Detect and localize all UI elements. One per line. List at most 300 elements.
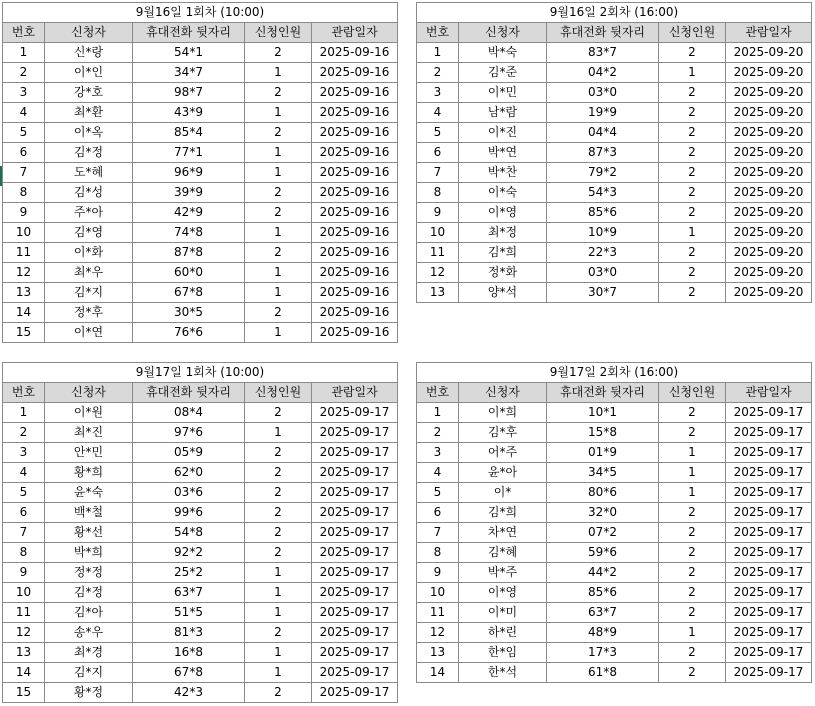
headcount-cell[interactable]: 2 — [659, 543, 726, 563]
applicant-cell[interactable]: 김*성 — [45, 183, 133, 203]
applicant-cell[interactable]: 이*진 — [459, 123, 547, 143]
phone-suffix-cell[interactable]: 30*5 — [133, 303, 245, 323]
phone-suffix-cell[interactable]: 85*6 — [547, 203, 659, 223]
date-cell[interactable]: 2025-09-16 — [312, 123, 398, 143]
number-cell[interactable]: 13 — [417, 283, 459, 303]
applicant-cell[interactable]: 황*희 — [45, 463, 133, 483]
headcount-cell[interactable]: 2 — [659, 83, 726, 103]
headcount-cell[interactable]: 2 — [245, 183, 312, 203]
number-cell[interactable]: 7 — [417, 163, 459, 183]
headcount-cell[interactable]: 2 — [245, 463, 312, 483]
headcount-cell[interactable]: 2 — [245, 83, 312, 103]
headcount-cell[interactable]: 2 — [245, 123, 312, 143]
date-cell[interactable]: 2025-09-16 — [312, 143, 398, 163]
headcount-cell[interactable]: 2 — [659, 143, 726, 163]
applicant-cell[interactable]: 이*영 — [459, 583, 547, 603]
number-cell[interactable]: 2 — [3, 423, 45, 443]
headcount-cell[interactable]: 2 — [659, 643, 726, 663]
session-title[interactable]: 9월17일 2회차 (16:00) — [417, 363, 812, 383]
date-cell[interactable]: 2025-09-17 — [312, 683, 398, 703]
headcount-cell[interactable]: 1 — [245, 103, 312, 123]
applicant-cell[interactable]: 황*정 — [45, 683, 133, 703]
headcount-cell[interactable]: 1 — [245, 603, 312, 623]
applicant-cell[interactable]: 김*희 — [459, 503, 547, 523]
headcount-cell[interactable]: 2 — [659, 183, 726, 203]
number-cell[interactable]: 14 — [3, 303, 45, 323]
date-cell[interactable]: 2025-09-20 — [726, 163, 812, 183]
headcount-cell[interactable]: 2 — [245, 443, 312, 463]
applicant-cell[interactable]: 차*연 — [459, 523, 547, 543]
headcount-cell[interactable]: 2 — [659, 563, 726, 583]
phone-suffix-cell[interactable]: 98*7 — [133, 83, 245, 103]
date-cell[interactable]: 2025-09-17 — [726, 643, 812, 663]
header-number[interactable]: 번호 — [417, 23, 459, 43]
phone-suffix-cell[interactable]: 97*6 — [133, 423, 245, 443]
date-cell[interactable]: 2025-09-17 — [726, 443, 812, 463]
headcount-cell[interactable]: 2 — [659, 123, 726, 143]
applicant-cell[interactable]: 최*환 — [45, 103, 133, 123]
date-cell[interactable]: 2025-09-17 — [312, 443, 398, 463]
headcount-cell[interactable]: 1 — [659, 483, 726, 503]
header-applicant[interactable]: 신청자 — [459, 383, 547, 403]
session-title[interactable]: 9월16일 2회차 (16:00) — [417, 3, 812, 23]
number-cell[interactable]: 14 — [417, 663, 459, 683]
date-cell[interactable]: 2025-09-16 — [312, 283, 398, 303]
date-cell[interactable]: 2025-09-17 — [726, 543, 812, 563]
phone-suffix-cell[interactable]: 04*2 — [547, 63, 659, 83]
headcount-cell[interactable]: 2 — [245, 503, 312, 523]
phone-suffix-cell[interactable]: 48*9 — [547, 623, 659, 643]
number-cell[interactable]: 4 — [417, 463, 459, 483]
phone-suffix-cell[interactable]: 05*9 — [133, 443, 245, 463]
phone-suffix-cell[interactable]: 17*3 — [547, 643, 659, 663]
headcount-cell[interactable]: 1 — [659, 63, 726, 83]
date-cell[interactable]: 2025-09-17 — [312, 503, 398, 523]
applicant-cell[interactable]: 최*진 — [45, 423, 133, 443]
number-cell[interactable]: 15 — [3, 323, 45, 343]
phone-suffix-cell[interactable]: 92*2 — [133, 543, 245, 563]
phone-suffix-cell[interactable]: 03*0 — [547, 263, 659, 283]
date-cell[interactable]: 2025-09-17 — [726, 463, 812, 483]
date-cell[interactable]: 2025-09-17 — [312, 403, 398, 423]
number-cell[interactable]: 9 — [3, 203, 45, 223]
number-cell[interactable]: 3 — [3, 443, 45, 463]
number-cell[interactable]: 10 — [417, 223, 459, 243]
headcount-cell[interactable]: 2 — [245, 243, 312, 263]
date-cell[interactable]: 2025-09-20 — [726, 143, 812, 163]
number-cell[interactable]: 11 — [3, 243, 45, 263]
date-cell[interactable]: 2025-09-17 — [312, 423, 398, 443]
applicant-cell[interactable]: 이*화 — [45, 243, 133, 263]
date-cell[interactable]: 2025-09-16 — [312, 43, 398, 63]
applicant-cell[interactable]: 김*후 — [459, 423, 547, 443]
date-cell[interactable]: 2025-09-17 — [312, 463, 398, 483]
date-cell[interactable]: 2025-09-17 — [312, 543, 398, 563]
applicant-cell[interactable]: 김*아 — [45, 603, 133, 623]
phone-suffix-cell[interactable]: 85*6 — [547, 583, 659, 603]
phone-suffix-cell[interactable]: 59*6 — [547, 543, 659, 563]
phone-suffix-cell[interactable]: 87*3 — [547, 143, 659, 163]
headcount-cell[interactable]: 1 — [245, 263, 312, 283]
phone-suffix-cell[interactable]: 63*7 — [547, 603, 659, 623]
header-phone-suffix[interactable]: 휴대전화 뒷자리 — [547, 383, 659, 403]
header-headcount[interactable]: 신청인원 — [659, 23, 726, 43]
applicant-cell[interactable]: 도*혜 — [45, 163, 133, 183]
number-cell[interactable]: 6 — [417, 143, 459, 163]
date-cell[interactable]: 2025-09-16 — [312, 303, 398, 323]
number-cell[interactable]: 12 — [417, 263, 459, 283]
phone-suffix-cell[interactable]: 67*8 — [133, 663, 245, 683]
applicant-cell[interactable]: 김*희 — [459, 243, 547, 263]
headcount-cell[interactable]: 1 — [245, 223, 312, 243]
date-cell[interactable]: 2025-09-16 — [312, 203, 398, 223]
applicant-cell[interactable]: 김*정 — [45, 143, 133, 163]
phone-suffix-cell[interactable]: 54*1 — [133, 43, 245, 63]
number-cell[interactable]: 3 — [3, 83, 45, 103]
applicant-cell[interactable]: 김*정 — [45, 583, 133, 603]
number-cell[interactable]: 3 — [417, 443, 459, 463]
applicant-cell[interactable]: 이*미 — [459, 603, 547, 623]
date-cell[interactable]: 2025-09-20 — [726, 123, 812, 143]
date-cell[interactable]: 2025-09-16 — [312, 243, 398, 263]
applicant-cell[interactable]: 이* — [459, 483, 547, 503]
header-number[interactable]: 번호 — [3, 23, 45, 43]
headcount-cell[interactable]: 2 — [659, 163, 726, 183]
headcount-cell[interactable]: 1 — [245, 63, 312, 83]
applicant-cell[interactable]: 이*숙 — [459, 183, 547, 203]
number-cell[interactable]: 6 — [3, 503, 45, 523]
number-cell[interactable]: 9 — [417, 203, 459, 223]
number-cell[interactable]: 12 — [3, 263, 45, 283]
headcount-cell[interactable]: 2 — [245, 403, 312, 423]
date-cell[interactable]: 2025-09-17 — [726, 563, 812, 583]
phone-suffix-cell[interactable]: 63*7 — [133, 583, 245, 603]
date-cell[interactable]: 2025-09-20 — [726, 223, 812, 243]
number-cell[interactable]: 12 — [417, 623, 459, 643]
applicant-cell[interactable]: 박*주 — [459, 563, 547, 583]
number-cell[interactable]: 1 — [3, 43, 45, 63]
applicant-cell[interactable]: 정*후 — [45, 303, 133, 323]
headcount-cell[interactable]: 1 — [245, 423, 312, 443]
number-cell[interactable]: 7 — [417, 523, 459, 543]
applicant-cell[interactable]: 윤*아 — [459, 463, 547, 483]
headcount-cell[interactable]: 2 — [659, 263, 726, 283]
number-cell[interactable]: 1 — [3, 403, 45, 423]
phone-suffix-cell[interactable]: 19*9 — [547, 103, 659, 123]
phone-suffix-cell[interactable]: 51*5 — [133, 603, 245, 623]
applicant-cell[interactable]: 한*석 — [459, 663, 547, 683]
date-cell[interactable]: 2025-09-17 — [726, 483, 812, 503]
applicant-cell[interactable]: 최*경 — [45, 643, 133, 663]
session-title[interactable]: 9월17일 1회차 (10:00) — [3, 363, 398, 383]
headcount-cell[interactable]: 1 — [659, 623, 726, 643]
headcount-cell[interactable]: 1 — [245, 283, 312, 303]
phone-suffix-cell[interactable]: 81*3 — [133, 623, 245, 643]
header-number[interactable]: 번호 — [3, 383, 45, 403]
phone-suffix-cell[interactable]: 22*3 — [547, 243, 659, 263]
phone-suffix-cell[interactable]: 80*6 — [547, 483, 659, 503]
applicant-cell[interactable]: 이*영 — [459, 203, 547, 223]
date-cell[interactable]: 2025-09-17 — [726, 663, 812, 683]
header-phone-suffix[interactable]: 휴대전화 뒷자리 — [133, 23, 245, 43]
phone-suffix-cell[interactable]: 03*0 — [547, 83, 659, 103]
date-cell[interactable]: 2025-09-17 — [726, 603, 812, 623]
date-cell[interactable]: 2025-09-17 — [726, 503, 812, 523]
headcount-cell[interactable]: 1 — [245, 143, 312, 163]
number-cell[interactable]: 9 — [417, 563, 459, 583]
applicant-cell[interactable]: 김*지 — [45, 283, 133, 303]
headcount-cell[interactable]: 2 — [245, 43, 312, 63]
date-cell[interactable]: 2025-09-20 — [726, 83, 812, 103]
number-cell[interactable]: 11 — [417, 603, 459, 623]
date-cell[interactable]: 2025-09-16 — [312, 223, 398, 243]
header-applicant[interactable]: 신청자 — [459, 23, 547, 43]
header-date[interactable]: 관람일자 — [726, 383, 812, 403]
phone-suffix-cell[interactable]: 10*1 — [547, 403, 659, 423]
date-cell[interactable]: 2025-09-20 — [726, 183, 812, 203]
date-cell[interactable]: 2025-09-17 — [726, 403, 812, 423]
phone-suffix-cell[interactable]: 08*4 — [133, 403, 245, 423]
headcount-cell[interactable]: 2 — [659, 103, 726, 123]
date-cell[interactable]: 2025-09-17 — [312, 643, 398, 663]
phone-suffix-cell[interactable]: 87*8 — [133, 243, 245, 263]
applicant-cell[interactable]: 박*찬 — [459, 163, 547, 183]
headcount-cell[interactable]: 1 — [659, 223, 726, 243]
number-cell[interactable]: 11 — [417, 243, 459, 263]
number-cell[interactable]: 13 — [417, 643, 459, 663]
phone-suffix-cell[interactable]: 77*1 — [133, 143, 245, 163]
applicant-cell[interactable]: 이*연 — [45, 323, 133, 343]
phone-suffix-cell[interactable]: 44*2 — [547, 563, 659, 583]
phone-suffix-cell[interactable]: 16*8 — [133, 643, 245, 663]
headcount-cell[interactable]: 2 — [659, 43, 726, 63]
applicant-cell[interactable]: 이*희 — [459, 403, 547, 423]
headcount-cell[interactable]: 2 — [659, 503, 726, 523]
number-cell[interactable]: 11 — [3, 603, 45, 623]
number-cell[interactable]: 6 — [417, 503, 459, 523]
header-phone-suffix[interactable]: 휴대전화 뒷자리 — [547, 23, 659, 43]
number-cell[interactable]: 2 — [417, 423, 459, 443]
number-cell[interactable]: 9 — [3, 563, 45, 583]
header-headcount[interactable]: 신청인원 — [659, 383, 726, 403]
number-cell[interactable]: 8 — [3, 543, 45, 563]
applicant-cell[interactable]: 최*정 — [459, 223, 547, 243]
applicant-cell[interactable]: 박*희 — [45, 543, 133, 563]
header-applicant[interactable]: 신청자 — [45, 23, 133, 43]
date-cell[interactable]: 2025-09-17 — [312, 483, 398, 503]
applicant-cell[interactable]: 양*석 — [459, 283, 547, 303]
number-cell[interactable]: 2 — [3, 63, 45, 83]
applicant-cell[interactable]: 신*랑 — [45, 43, 133, 63]
date-cell[interactable]: 2025-09-20 — [726, 283, 812, 303]
phone-suffix-cell[interactable]: 34*5 — [547, 463, 659, 483]
headcount-cell[interactable]: 2 — [245, 303, 312, 323]
header-number[interactable]: 번호 — [417, 383, 459, 403]
header-phone-suffix[interactable]: 휴대전화 뒷자리 — [133, 383, 245, 403]
applicant-cell[interactable]: 주*아 — [45, 203, 133, 223]
date-cell[interactable]: 2025-09-17 — [726, 423, 812, 443]
applicant-cell[interactable]: 하*린 — [459, 623, 547, 643]
phone-suffix-cell[interactable]: 85*4 — [133, 123, 245, 143]
headcount-cell[interactable]: 1 — [245, 643, 312, 663]
phone-suffix-cell[interactable]: 10*9 — [547, 223, 659, 243]
applicant-cell[interactable]: 이*민 — [459, 83, 547, 103]
date-cell[interactable]: 2025-09-17 — [726, 523, 812, 543]
applicant-cell[interactable]: 이*원 — [45, 403, 133, 423]
applicant-cell[interactable]: 강*호 — [45, 83, 133, 103]
header-headcount[interactable]: 신청인원 — [245, 23, 312, 43]
header-headcount[interactable]: 신청인원 — [245, 383, 312, 403]
number-cell[interactable]: 8 — [417, 183, 459, 203]
phone-suffix-cell[interactable]: 07*2 — [547, 523, 659, 543]
date-cell[interactable]: 2025-09-16 — [312, 263, 398, 283]
phone-suffix-cell[interactable]: 01*9 — [547, 443, 659, 463]
applicant-cell[interactable]: 정*정 — [45, 563, 133, 583]
number-cell[interactable]: 5 — [417, 483, 459, 503]
number-cell[interactable]: 10 — [3, 583, 45, 603]
headcount-cell[interactable]: 2 — [245, 543, 312, 563]
number-cell[interactable]: 4 — [417, 103, 459, 123]
date-cell[interactable]: 2025-09-17 — [312, 663, 398, 683]
date-cell[interactable]: 2025-09-16 — [312, 183, 398, 203]
phone-suffix-cell[interactable]: 67*8 — [133, 283, 245, 303]
number-cell[interactable]: 10 — [3, 223, 45, 243]
date-cell[interactable]: 2025-09-17 — [312, 583, 398, 603]
headcount-cell[interactable]: 1 — [659, 463, 726, 483]
date-cell[interactable]: 2025-09-17 — [312, 563, 398, 583]
applicant-cell[interactable]: 남*람 — [459, 103, 547, 123]
applicant-cell[interactable]: 황*선 — [45, 523, 133, 543]
phone-suffix-cell[interactable]: 74*8 — [133, 223, 245, 243]
date-cell[interactable]: 2025-09-16 — [312, 323, 398, 343]
phone-suffix-cell[interactable]: 99*6 — [133, 503, 245, 523]
headcount-cell[interactable]: 2 — [245, 623, 312, 643]
number-cell[interactable]: 10 — [417, 583, 459, 603]
applicant-cell[interactable]: 이*옥 — [45, 123, 133, 143]
header-applicant[interactable]: 신청자 — [45, 383, 133, 403]
session-title[interactable]: 9월16일 1회차 (10:00) — [3, 3, 398, 23]
number-cell[interactable]: 5 — [3, 483, 45, 503]
phone-suffix-cell[interactable]: 34*7 — [133, 63, 245, 83]
phone-suffix-cell[interactable]: 30*7 — [547, 283, 659, 303]
applicant-cell[interactable]: 한*임 — [459, 643, 547, 663]
headcount-cell[interactable]: 2 — [245, 523, 312, 543]
number-cell[interactable]: 3 — [417, 83, 459, 103]
date-cell[interactable]: 2025-09-16 — [312, 103, 398, 123]
applicant-cell[interactable]: 정*화 — [459, 263, 547, 283]
date-cell[interactable]: 2025-09-16 — [312, 63, 398, 83]
applicant-cell[interactable]: 김*지 — [45, 663, 133, 683]
number-cell[interactable]: 2 — [417, 63, 459, 83]
headcount-cell[interactable]: 1 — [659, 443, 726, 463]
header-date[interactable]: 관람일자 — [312, 383, 398, 403]
headcount-cell[interactable]: 2 — [659, 663, 726, 683]
headcount-cell[interactable]: 2 — [659, 403, 726, 423]
number-cell[interactable]: 4 — [3, 463, 45, 483]
applicant-cell[interactable]: 윤*숙 — [45, 483, 133, 503]
number-cell[interactable]: 13 — [3, 643, 45, 663]
applicant-cell[interactable]: 김*준 — [459, 63, 547, 83]
phone-suffix-cell[interactable]: 76*6 — [133, 323, 245, 343]
headcount-cell[interactable]: 1 — [245, 583, 312, 603]
phone-suffix-cell[interactable]: 61*8 — [547, 663, 659, 683]
phone-suffix-cell[interactable]: 03*6 — [133, 483, 245, 503]
date-cell[interactable]: 2025-09-17 — [726, 623, 812, 643]
phone-suffix-cell[interactable]: 54*3 — [547, 183, 659, 203]
phone-suffix-cell[interactable]: 39*9 — [133, 183, 245, 203]
applicant-cell[interactable]: 김*영 — [45, 223, 133, 243]
phone-suffix-cell[interactable]: 42*9 — [133, 203, 245, 223]
applicant-cell[interactable]: 최*우 — [45, 263, 133, 283]
applicant-cell[interactable]: 박*숙 — [459, 43, 547, 63]
phone-suffix-cell[interactable]: 15*8 — [547, 423, 659, 443]
phone-suffix-cell[interactable]: 42*3 — [133, 683, 245, 703]
headcount-cell[interactable]: 2 — [245, 203, 312, 223]
phone-suffix-cell[interactable]: 62*0 — [133, 463, 245, 483]
applicant-cell[interactable]: 어*주 — [459, 443, 547, 463]
header-date[interactable]: 관람일자 — [312, 23, 398, 43]
number-cell[interactable]: 13 — [3, 283, 45, 303]
headcount-cell[interactable]: 2 — [659, 243, 726, 263]
number-cell[interactable]: 1 — [417, 403, 459, 423]
number-cell[interactable]: 4 — [3, 103, 45, 123]
applicant-cell[interactable]: 박*연 — [459, 143, 547, 163]
number-cell[interactable]: 8 — [3, 183, 45, 203]
header-date[interactable]: 관람일자 — [726, 23, 812, 43]
date-cell[interactable]: 2025-09-20 — [726, 263, 812, 283]
date-cell[interactable]: 2025-09-17 — [312, 603, 398, 623]
date-cell[interactable]: 2025-09-20 — [726, 203, 812, 223]
headcount-cell[interactable]: 2 — [659, 283, 726, 303]
date-cell[interactable]: 2025-09-20 — [726, 243, 812, 263]
number-cell[interactable]: 12 — [3, 623, 45, 643]
phone-suffix-cell[interactable]: 04*4 — [547, 123, 659, 143]
applicant-cell[interactable]: 백*철 — [45, 503, 133, 523]
phone-suffix-cell[interactable]: 96*9 — [133, 163, 245, 183]
number-cell[interactable]: 8 — [417, 543, 459, 563]
date-cell[interactable]: 2025-09-20 — [726, 63, 812, 83]
headcount-cell[interactable]: 1 — [245, 323, 312, 343]
headcount-cell[interactable]: 2 — [659, 423, 726, 443]
date-cell[interactable]: 2025-09-17 — [312, 523, 398, 543]
headcount-cell[interactable]: 2 — [245, 483, 312, 503]
applicant-cell[interactable]: 안*민 — [45, 443, 133, 463]
headcount-cell[interactable]: 1 — [245, 163, 312, 183]
phone-suffix-cell[interactable]: 83*7 — [547, 43, 659, 63]
number-cell[interactable]: 6 — [3, 143, 45, 163]
date-cell[interactable]: 2025-09-16 — [312, 163, 398, 183]
number-cell[interactable]: 5 — [417, 123, 459, 143]
applicant-cell[interactable]: 김*혜 — [459, 543, 547, 563]
number-cell[interactable]: 1 — [417, 43, 459, 63]
headcount-cell[interactable]: 2 — [245, 683, 312, 703]
phone-suffix-cell[interactable]: 54*8 — [133, 523, 245, 543]
headcount-cell[interactable]: 2 — [659, 583, 726, 603]
number-cell[interactable]: 15 — [3, 683, 45, 703]
date-cell[interactable]: 2025-09-17 — [312, 623, 398, 643]
headcount-cell[interactable]: 1 — [245, 563, 312, 583]
phone-suffix-cell[interactable]: 79*2 — [547, 163, 659, 183]
number-cell[interactable]: 7 — [3, 523, 45, 543]
headcount-cell[interactable]: 2 — [659, 523, 726, 543]
number-cell[interactable]: 5 — [3, 123, 45, 143]
date-cell[interactable]: 2025-09-17 — [726, 583, 812, 603]
headcount-cell[interactable]: 2 — [659, 603, 726, 623]
phone-suffix-cell[interactable]: 43*9 — [133, 103, 245, 123]
applicant-cell[interactable]: 송*우 — [45, 623, 133, 643]
phone-suffix-cell[interactable]: 32*0 — [547, 503, 659, 523]
number-cell[interactable]: 7 — [3, 163, 45, 183]
